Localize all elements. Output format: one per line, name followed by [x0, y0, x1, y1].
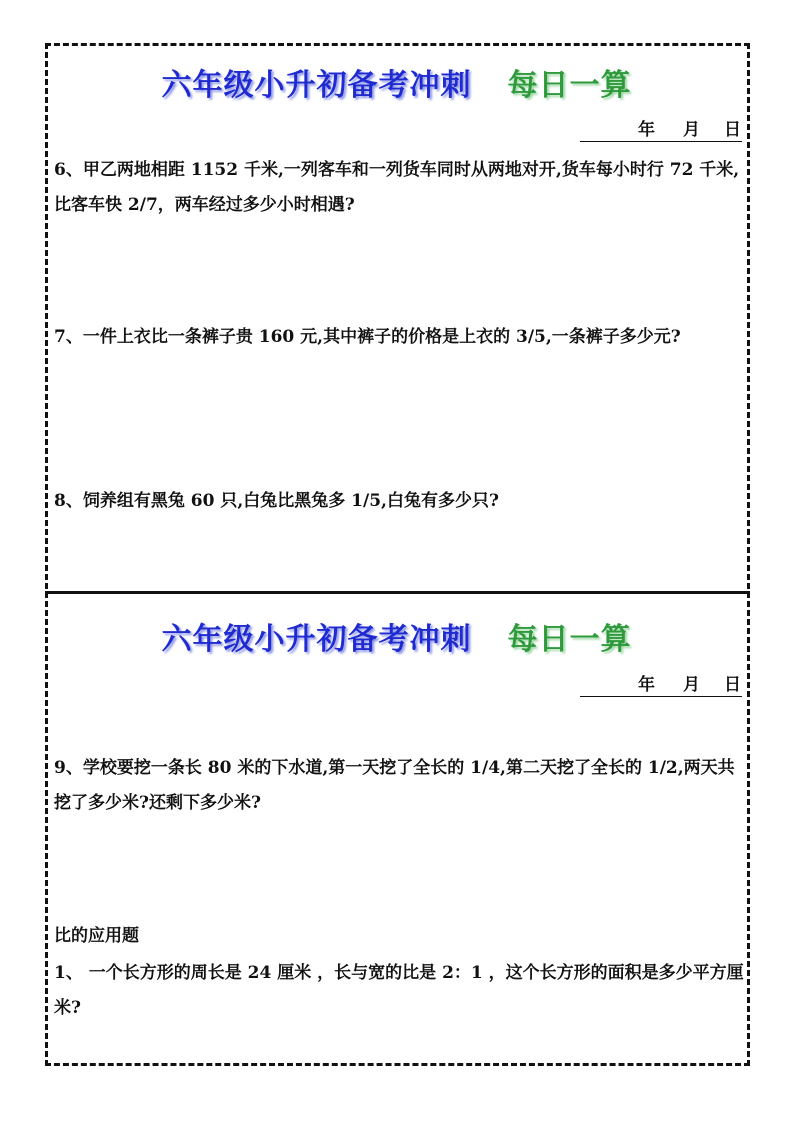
section-heading: 比的应用题 [54, 926, 139, 946]
card2-title-sub: 每日一算 [507, 622, 632, 657]
card2-date-line [580, 672, 742, 697]
card1-title [0, 60, 793, 104]
card1-title-sub: 每日一算 [507, 68, 632, 103]
ratio-question-1: 1、 一个长方形的周长是 24 厘米 ，长与宽的比是 2：1 ，这个长方形的面积是多少平方厘米? [54, 963, 744, 1018]
question-8: 8、饲养组有黑兔 60 只,白兔比黑兔多 1/5,白兔有多少只? [54, 491, 499, 511]
card2-date-month: 月 [683, 675, 700, 695]
card2-title [0, 614, 793, 658]
card1-date-year: 年 [638, 120, 655, 140]
question-9: 9、学校要挖一条长 80 米的下水道,第一天挖了全长的 1/4,第二天挖了全长的 1/2,两天共挖了多少米?还剩下多少米? [54, 758, 735, 813]
card2-title-main: 六年级小升初备考冲刺 [161, 622, 472, 657]
card1-date-month: 月 [683, 120, 700, 140]
card2-date-day: 日 [724, 675, 741, 695]
card-divider [45, 591, 750, 594]
card1-title-main: 六年级小升初备考冲刺 [161, 68, 472, 103]
card1-date-line [580, 117, 742, 142]
card1-date-day: 日 [724, 120, 741, 140]
question-7: 7、一件上衣比一条裤子贵 160 元,其中裤子的价格是上衣的 3/5,一条裤子多少元? [54, 327, 681, 347]
question-6: 6、甲乙两地相距 1152 千米,一列客车和一列货车同时从两地对开,货车每小时行 72 千米,比客车快 2/7，两车经过多少小时相遇? [54, 160, 740, 215]
card2-date-year: 年 [638, 675, 655, 695]
